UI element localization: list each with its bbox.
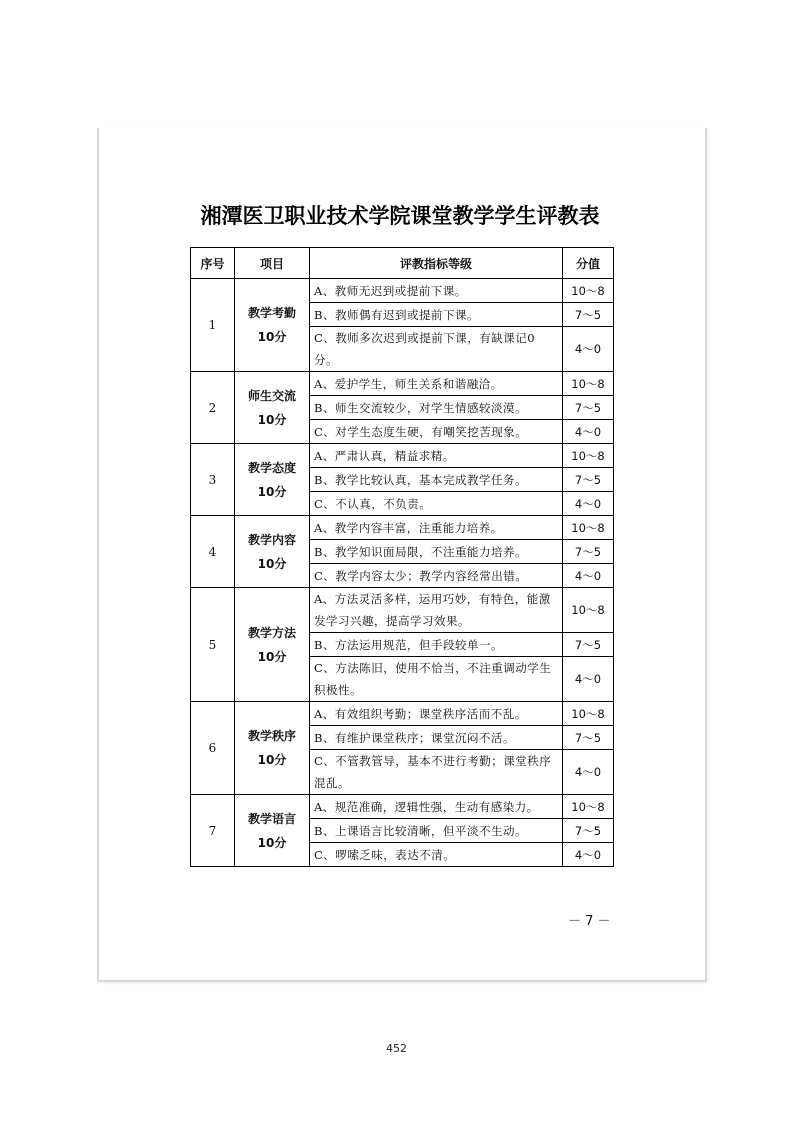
footer-page-number: 452: [386, 1042, 407, 1055]
criterion-text: C、教师多次迟到或提前下课，有缺课记0分。: [310, 327, 563, 372]
criterion-text: A、教学内容丰富，注重能力培养。: [310, 516, 563, 540]
criterion-text: A、方法灵活多样，运用巧妙，有特色，能激发学习兴趣，提高学习效果。: [310, 588, 563, 633]
table-row: [191, 444, 614, 468]
evaluation-table: [190, 247, 614, 867]
document-title: 湘潭医卫职业技术学院课堂教学学生评教表: [200, 203, 600, 228]
item-points: 10分: [257, 330, 287, 344]
item-points: 10分: [257, 835, 287, 850]
header-seq: 序号: [191, 248, 235, 279]
item-name: 教学语言: [247, 811, 296, 826]
criterion-score: 4～0: [563, 492, 614, 516]
row-seq: 1: [191, 279, 235, 372]
criterion-text: B、师生交流较少，对学生情感较淡漠。: [310, 396, 563, 420]
page-number: － 7 －: [568, 914, 611, 929]
criterion-text: A、教师无迟到或提前下课。: [310, 279, 563, 303]
table-row: [191, 795, 614, 819]
criterion-text: C、不认真，不负责。: [310, 492, 563, 516]
row-item: [235, 795, 310, 867]
row-seq: 2: [191, 372, 235, 444]
header-item: 项目: [235, 248, 310, 279]
row-seq: 7: [191, 795, 235, 867]
row-seq: 5: [191, 588, 235, 702]
criterion-score: 7～5: [563, 633, 614, 657]
table-row: [191, 372, 614, 396]
criterion-text: A、爱护学生，师生关系和谐融洽。: [310, 372, 563, 396]
criterion-text: B、方法运用规范，但手段较单一。: [310, 633, 563, 657]
criterion-score: 7～5: [563, 819, 614, 843]
criterion-score: 7～5: [563, 396, 614, 420]
table-row: [191, 588, 614, 633]
criterion-text: B、教学知识面局限，不注重能力培养。: [310, 540, 563, 564]
table-header-row: [191, 248, 614, 279]
table-row: [191, 279, 614, 303]
item-name: 师生交流: [247, 388, 296, 403]
header-criteria: 评教指标等级: [310, 248, 563, 279]
item-points: 10分: [257, 649, 287, 664]
criterion-score: 10～8: [563, 702, 614, 726]
criterion-text: C、教学内容太少；教学内容经常出错。: [310, 564, 563, 588]
criterion-text: C、啰嗦乏味，表达不清。: [310, 843, 563, 867]
item-name: 教学秩序: [247, 729, 296, 743]
criterion-score: 4～0: [563, 843, 614, 867]
row-seq: 4: [191, 516, 235, 588]
criterion-text: A、严肃认真，精益求精。: [310, 444, 563, 468]
header-score: 分值: [563, 248, 614, 279]
item-name: 教学考勤: [247, 306, 296, 320]
item-points: 10分: [257, 753, 287, 767]
criterion-text: C、方法陈旧，使用不恰当，不注重调动学生积极性。: [310, 657, 563, 702]
criterion-score: 10～8: [563, 372, 614, 396]
criterion-score: 7～5: [563, 726, 614, 750]
criterion-score: 7～5: [563, 540, 614, 564]
row-item: [235, 372, 310, 444]
criterion-score: 10～8: [563, 516, 614, 540]
criterion-score: 10～8: [563, 444, 614, 468]
item-name: 教学方法: [247, 625, 296, 640]
criterion-text: A、有效组织考勤；课堂秩序活而不乱。: [310, 702, 563, 726]
item-points: 10分: [257, 484, 287, 499]
row-item: [235, 444, 310, 516]
row-seq: 6: [191, 702, 235, 795]
table-row: [191, 516, 614, 540]
item-name: 教学态度: [247, 460, 296, 475]
criterion-text: C、对学生态度生硬，有嘲笑挖苦现象。: [310, 420, 563, 444]
criterion-score: 4～0: [563, 327, 614, 372]
criterion-score: 10～8: [563, 279, 614, 303]
criterion-score: 4～0: [563, 657, 614, 702]
criterion-score: 4～0: [563, 750, 614, 795]
criterion-score: 4～0: [563, 564, 614, 588]
row-seq: 3: [191, 444, 235, 516]
item-points: 10分: [257, 556, 287, 571]
criterion-score: 10～8: [563, 795, 614, 819]
criterion-score: 10～8: [563, 588, 614, 633]
item-points: 10分: [257, 412, 287, 427]
table-row: [191, 702, 614, 726]
row-item: [235, 516, 310, 588]
criterion-text: B、有维护课堂秩序；课堂沉闷不活。: [310, 726, 563, 750]
row-item: [235, 588, 310, 702]
criterion-text: B、教师偶有迟到或提前下课。: [310, 303, 563, 327]
row-item: [235, 279, 310, 372]
row-item: [235, 702, 310, 795]
criterion-score: 4～0: [563, 420, 614, 444]
criterion-text: B、教学比较认真，基本完成教学任务。: [310, 468, 563, 492]
criterion-text: C、不管教管导，基本不进行考勤；课堂秩序混乱。: [310, 750, 563, 795]
item-name: 教学内容: [247, 532, 296, 547]
criterion-text: A、规范准确，逻辑性强，生动有感染力。: [310, 795, 563, 819]
criterion-score: 7～5: [563, 468, 614, 492]
criterion-text: B、上课语言比较清晰，但平淡不生动。: [310, 819, 563, 843]
criterion-score: 7～5: [563, 303, 614, 327]
